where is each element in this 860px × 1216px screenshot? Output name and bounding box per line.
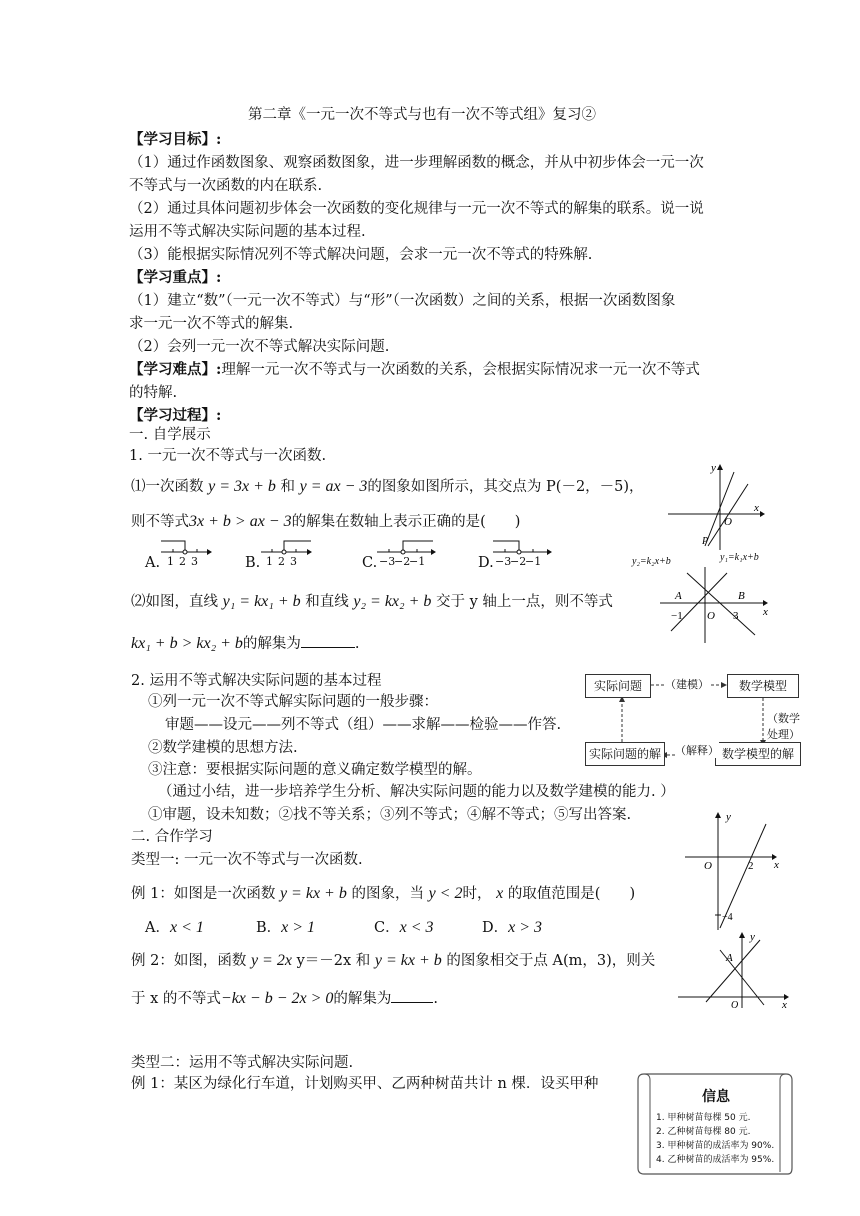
ex2-duplicate-text: y＝－2x xyxy=(296,953,352,969)
opt-a-tick-2: 2 xyxy=(179,555,186,568)
graph2-a: A xyxy=(675,590,682,602)
ex1-condition: y < 2 xyxy=(428,885,463,902)
graph-1-intersecting-lines xyxy=(668,462,768,552)
ex1-option-a-expr[interactable]: x < 1 xyxy=(169,919,204,936)
ex2-equation-2: y = kx + b xyxy=(374,952,442,969)
ex1-option-b-expr[interactable]: x > 1 xyxy=(281,919,316,936)
q2-end: . xyxy=(354,636,360,652)
ex1-prefix: 例 1：如图是一次函数 xyxy=(131,886,276,902)
q1-line2-prefix: 则不等式 xyxy=(131,514,189,530)
example-2-line-2 xyxy=(131,988,438,1009)
graph1-x-label: x xyxy=(754,502,759,514)
modeling-flow-diagram xyxy=(585,672,800,768)
x-axis-arrow xyxy=(760,511,765,517)
graph2-three: 3 xyxy=(733,610,739,622)
info-item-4: 4. 乙种树苗的成活率为 95%. xyxy=(656,1155,775,1165)
info-item-1: 1. 甲种树苗每棵 50 元. xyxy=(656,1113,751,1123)
opt-b-tick-3: 3 xyxy=(290,555,297,568)
q2-prefix: ⑵如图，直线 xyxy=(131,594,218,610)
question-2-line-2 xyxy=(131,633,360,654)
ex1-option-d xyxy=(482,918,542,938)
difficulty-line-2: 的特解. xyxy=(129,385,178,401)
section-2-step-1: ①列一元一次不等式解实际问题的一般步骤： xyxy=(148,694,438,710)
number-line-a xyxy=(161,541,212,555)
ex1-x: x xyxy=(496,885,504,902)
question-1-line-2 xyxy=(131,512,520,532)
section-2-step-1-detail: 审题——设元——列不等式（组）——求解——检验——作答. xyxy=(165,717,562,733)
opt-d-tick-1: −3 xyxy=(495,555,512,568)
ex2-equation-1: y = 2x xyxy=(250,952,292,969)
graph1-y-label: y xyxy=(711,462,716,474)
page-title: 第二章《一元一次不等式与也有一次不等式组》复习② xyxy=(248,107,596,123)
graph-4-lines xyxy=(676,930,792,1010)
q2-suffix: 交于 y 轴上一点，则不等式 xyxy=(436,594,613,610)
opt-d-tick-3: −1 xyxy=(525,555,542,568)
ex1-option-b xyxy=(256,918,315,938)
ex2-inequality: −kx − b − 2x > 0 xyxy=(220,990,334,1007)
section-2-heading: 2. 运用不等式解决实际问题的基本过程 xyxy=(131,673,382,689)
goal-3: （3）能根据实际情况列不等式解决问题，会求一元一次不等式的特殊解. xyxy=(129,247,593,263)
example-2-line-1 xyxy=(131,951,655,971)
goal-2-line-1: （2）通过具体问题初步体会一次函数的变化规律与一元一次不等式的解集的联系。说一说 xyxy=(129,201,704,217)
opt-c-tick-1: −3 xyxy=(379,555,396,568)
q1-equation-2: y = ax − 3 xyxy=(299,478,368,495)
graph2-line-label-2: y₂=k₂x+b xyxy=(632,556,671,567)
number-line-c xyxy=(377,541,436,555)
graph-3-line xyxy=(680,808,784,932)
q2-tail: 的解集为 xyxy=(242,636,301,652)
graph3-minus-four: −4 xyxy=(722,912,733,923)
graph4-origin: O xyxy=(731,1000,739,1010)
key-1-line-1: （1）建立“数”（一元一次不等式）与“形”（一次函数）之间的关系，根据一次函数图象 xyxy=(129,293,676,309)
part-1-heading: 一. 自学展示 xyxy=(129,427,211,443)
ex1-option-a-label[interactable]: A． xyxy=(145,920,170,936)
flow-label-interpretation: （解释） xyxy=(675,744,719,757)
section-2-steps: ①审题，设未知数；②找不等关系；③列不等式；④解不等式；⑤写出答案. xyxy=(148,807,632,823)
y-axis-arrow xyxy=(717,464,723,470)
difficulty-heading: 【学习难点】: xyxy=(129,361,222,378)
graph3-origin: O xyxy=(704,860,712,872)
question-2-line-1 xyxy=(131,592,613,612)
ex2-and: 和 xyxy=(355,953,371,969)
difficulty-text: 理解一元一次不等式与一次函数的关系，会根据实际情况求一元一次不等式 xyxy=(221,362,700,378)
graph2-b: B xyxy=(738,590,745,602)
opt-a-tick-3: 3 xyxy=(191,555,198,568)
number-line-options xyxy=(145,535,615,575)
opt-b-tick-1: 1 xyxy=(266,555,273,568)
flow-box-real-problem: 实际问题 xyxy=(585,674,651,698)
graph4-x: x xyxy=(782,999,787,1010)
opt-c-tick-3: −1 xyxy=(409,555,426,568)
type-2-example-1: 例 1：某区为绿化行车道，计划购买甲、乙两种树苗共计 n 棵．设买甲种 xyxy=(131,1076,599,1092)
opt-b-tick-2: 2 xyxy=(278,555,285,568)
section-1-heading: 1. 一元一次不等式与一次函数. xyxy=(129,448,327,464)
flow-box-math-model: 数学模型 xyxy=(727,674,799,698)
q1-prefix: ⑴一次函数 xyxy=(131,479,204,495)
question-1-line-1 xyxy=(131,477,644,497)
flow-box-model-solution: 数学模型的解 xyxy=(715,742,801,766)
opt-a-tick-1: 1 xyxy=(167,555,174,568)
ex2-answer-blank[interactable] xyxy=(391,988,433,1003)
flow-label-math-processing: （数学处理） xyxy=(767,712,800,741)
info-item-2: 2. 乙种树苗每棵 80 元. xyxy=(656,1127,751,1137)
ex1-option-c-expr[interactable]: x < 3 xyxy=(399,919,434,936)
ex1-tail: 的取值范围是( ) xyxy=(507,886,636,902)
graph2-origin: O xyxy=(707,610,715,622)
section-2-step-2: ②数学建模的思想方法. xyxy=(148,740,298,756)
graph4-y: y xyxy=(750,931,755,943)
number-line-d xyxy=(493,541,552,555)
goals-heading: 【学习目标】: xyxy=(129,131,222,148)
ex1-option-d-expr[interactable]: x > 3 xyxy=(508,919,543,936)
number-line-b xyxy=(261,541,312,555)
type-2-heading: 类型二：运用不等式解决实际问题. xyxy=(131,1055,354,1071)
example-1-line xyxy=(131,884,635,904)
goal-1-line-1: （1）通过作函数图象、观察函数图象，进一步理解函数的概念，并从中初步体会一元一次 xyxy=(129,155,704,171)
section-2-step-3: ③注意：要根据实际问题的意义确定数学模型的解。 xyxy=(148,762,482,778)
opt-c-tick-2: −2 xyxy=(394,555,411,568)
goal-1-line-2: 不等式与一次函数的内在联系. xyxy=(129,178,323,194)
graph1-p-label: P xyxy=(702,536,709,547)
q1-and: 和 xyxy=(280,479,296,495)
option-a-label[interactable]: A. xyxy=(145,555,161,571)
flow-label-modeling: （建模） xyxy=(665,678,709,691)
ex2-prefix: 例 2：如图，函数 xyxy=(131,953,247,969)
q1-equation-1: y = 3x + b xyxy=(208,478,276,495)
ex2-line2-prefix: 于 x 的不等式 xyxy=(131,991,221,1007)
key-1-line-2: 求一元一次不等式的解集. xyxy=(129,316,294,332)
q2-and: 和直线 xyxy=(305,594,349,610)
flow-box-real-solution: 实际问题的解 xyxy=(585,742,665,766)
option-b-label[interactable]: B. xyxy=(245,555,261,571)
info-title: 信息 xyxy=(702,1089,730,1105)
q1-inequality: 3x + b > ax − 3 xyxy=(189,513,292,530)
ex1-option-c xyxy=(374,918,434,938)
ex2-suffix: 的图象相交于点 A(m，3)，则关 xyxy=(446,953,656,969)
graph3-y: y xyxy=(726,811,731,823)
part-2-heading: 二. 合作学习 xyxy=(131,829,213,845)
example-1-options xyxy=(145,918,204,938)
q1-line2-suffix: 的解集在数轴上表示正确的是( ) xyxy=(291,514,521,530)
graph3-two: 2 xyxy=(748,860,754,872)
option-d-label[interactable]: D. xyxy=(478,555,494,571)
q2-equation-1: y₁ = kx₁ + b xyxy=(222,593,301,610)
graph-2-crossing-lines xyxy=(655,565,775,645)
difficulty-line-1 xyxy=(129,360,700,380)
opt-d-tick-2: −2 xyxy=(510,555,527,568)
goal-2-line-2: 运用不等式解决实际问题的基本过程. xyxy=(129,224,366,240)
graph2-line-label-1: y₁=k₁x+b xyxy=(720,552,759,563)
ex1-mid: 的图象，当 xyxy=(351,886,424,902)
q2-answer-blank[interactable] xyxy=(301,633,355,648)
q1-suffix: 的图象如图所示，其交点为 P(－2，－5)， xyxy=(367,479,644,495)
key-heading: 【学习重点】: xyxy=(129,269,222,286)
ex1-option-c-label[interactable]: C． xyxy=(374,920,400,936)
ex1-suffix: 时， xyxy=(462,886,492,902)
ex1-option-b-label[interactable]: B． xyxy=(256,920,282,936)
info-scroll-box xyxy=(634,1068,796,1178)
ex2-end: . xyxy=(433,991,439,1007)
ex1-equation: y = kx + b xyxy=(279,885,347,902)
info-item-3: 3. 甲种树苗的成活率为 90%. xyxy=(656,1141,775,1151)
graph2-x: x xyxy=(763,606,768,618)
graph3-x: x xyxy=(774,859,779,871)
section-2-summary: （通过小结，进一步培养学生分析、解决实际问题的能力以及数学建模的能力. ） xyxy=(158,784,675,800)
graph2-minus-one: −1 xyxy=(671,610,683,622)
graph1-origin: O xyxy=(724,516,732,528)
graph4-a: A xyxy=(726,952,733,964)
ex1-option-d-label[interactable]: D． xyxy=(482,920,509,936)
q2-equation-2: y₂ = kx₂ + b xyxy=(353,593,432,610)
ex2-line2-suffix: 的解集为 xyxy=(333,991,392,1007)
option-c-label[interactable]: C. xyxy=(362,555,378,571)
type-1-heading: 类型一: 一元一次不等式与一次函数. xyxy=(131,852,363,868)
q2-inequality: kx₁ + b > kx₂ + b xyxy=(131,635,243,652)
process-heading: 【学习过程】: xyxy=(129,407,222,424)
key-2: （2）会列一元一次不等式解决实际问题. xyxy=(129,339,390,355)
